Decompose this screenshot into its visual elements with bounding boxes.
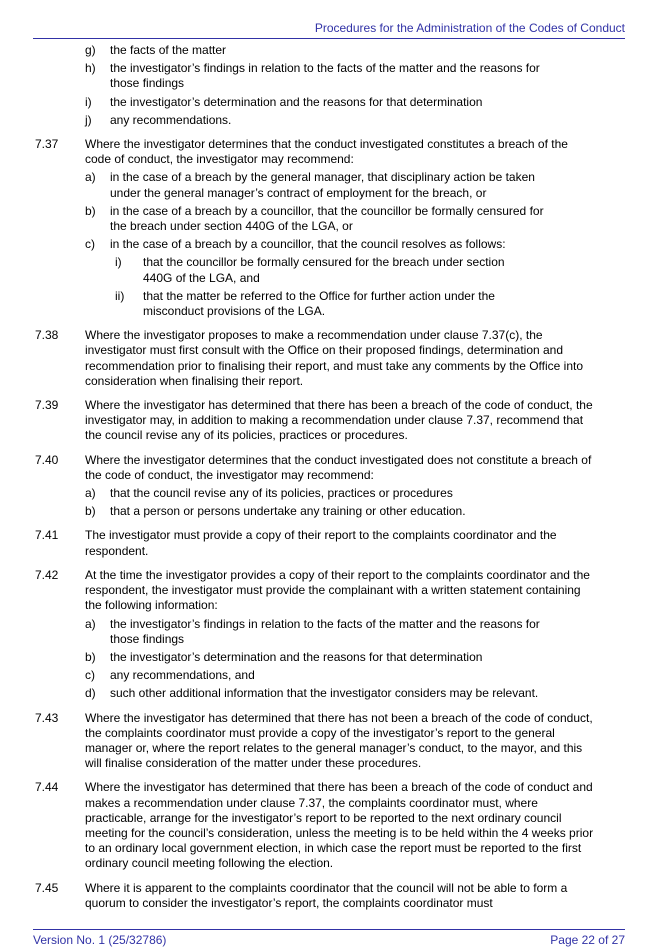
clause-text: Where the investigator has determined that there has been a breach of the code of conduct, the investigator may, in addition to making a recommendation under clause 7.37, recommend that the council revise any of its policies, practices or procedures. bbox=[85, 398, 593, 443]
page-header bbox=[33, 21, 625, 39]
list-item-row bbox=[85, 650, 625, 665]
document-body bbox=[35, 40, 625, 911]
clause-number: 7.40 bbox=[35, 452, 59, 467]
list-item-text: the investigator’s determination and the reasons for that determination bbox=[110, 649, 483, 664]
clause-row bbox=[35, 453, 625, 483]
clause-number: 7.45 bbox=[35, 880, 59, 895]
clause-row bbox=[35, 881, 625, 911]
list-item-row bbox=[85, 617, 625, 647]
list-marker: g) bbox=[85, 43, 96, 57]
clause-number: 7.44 bbox=[35, 780, 59, 795]
footer-version-label: Version No. 1 (25/32786) bbox=[33, 933, 167, 947]
list-marker: a) bbox=[85, 170, 96, 185]
list-item-text: any recommendations. bbox=[110, 112, 232, 127]
list-item-row bbox=[115, 289, 625, 319]
clause-number: 7.39 bbox=[35, 398, 59, 413]
header-title: Procedures for the Administration of the Codes of Conduct bbox=[314, 21, 625, 35]
list-marker: i) bbox=[85, 94, 92, 109]
page-footer bbox=[33, 929, 625, 947]
clause-text: At the time the investigator provides a copy of their report to the complaints coordinator and the respondent, the investigator must provide the complainant with a written statement containing the following information: bbox=[85, 567, 590, 613]
list-item-row bbox=[85, 237, 625, 252]
list-item-row bbox=[85, 113, 625, 128]
list-marker: c) bbox=[85, 237, 95, 252]
clause-number: 7.41 bbox=[35, 528, 59, 543]
list-item-row bbox=[115, 255, 625, 285]
list-item-text: such other additional information that the investigator considers may be relevant. bbox=[110, 686, 539, 701]
list-item-text: the investigator’s findings in relation to the facts of the matter and the reasons for those findings bbox=[110, 616, 540, 646]
clause-row bbox=[35, 711, 625, 772]
clause-row bbox=[35, 568, 625, 614]
list-item-row bbox=[85, 170, 625, 200]
list-item-text: in the case of a breach by a councillor, that the councillor be formally censured for the breach under section 440G of the LGA, or bbox=[110, 203, 544, 234]
clause-text: The investigator must provide a copy of their report to the complaints coordinator and the respondent. bbox=[85, 528, 557, 558]
list-item-row bbox=[85, 95, 625, 110]
list-item-row bbox=[85, 43, 625, 58]
clause-number: 7.42 bbox=[35, 567, 59, 582]
clause-number: 7.43 bbox=[35, 710, 59, 725]
list-marker: d) bbox=[85, 686, 96, 701]
list-item-text: the investigator’s determination and the reasons for that determination bbox=[110, 94, 483, 109]
list-marker: j) bbox=[85, 112, 92, 127]
clause-text: Where the investigator determines that the conduct investigated constitutes a breach of the code of conduct, the investigator may recommend: bbox=[85, 137, 568, 167]
list-marker: h) bbox=[85, 61, 96, 76]
list-item-row bbox=[85, 61, 625, 91]
list-item-text: in the case of a breach by the general manager, that disciplinary action be taken under the general manager’s contract of employment for the breach, or bbox=[110, 170, 535, 200]
list-item-text: the facts of the matter bbox=[110, 43, 227, 57]
clause-row bbox=[35, 137, 625, 167]
clause-text: Where it is apparent to the complaints coordinator that the council will not be able to form a quorum to consider the investigator’s report, the complaints coordinator must bbox=[85, 880, 568, 910]
list-marker: b) bbox=[85, 504, 96, 519]
list-item-text: in the case of a breach by a councillor, that the council resolves as follows: bbox=[110, 237, 506, 252]
list-marker: ii) bbox=[115, 288, 125, 303]
clause-row bbox=[35, 528, 625, 558]
clause-row bbox=[35, 398, 625, 444]
clause-row bbox=[35, 328, 625, 389]
list-marker: c) bbox=[85, 668, 95, 683]
clause-text: Where the investigator has determined that there has been a breach of the code of conduct and makes a recommendation under clause 7.37, the complaints coordinator must, where practicable, arrange for the investigator’s report to be reported to the next ordinary council meeting for the council’s consideration, unless the meeting is to be held within the 4 weeks prior to an ordinary local government election, in which case the report must be reported to the first ordinary council meeting following the election. bbox=[85, 780, 594, 871]
list-item-row bbox=[85, 486, 625, 501]
list-marker: a) bbox=[85, 486, 96, 501]
list-item-text: the investigator’s findings in relation to the facts of the matter and the reasons for those findings bbox=[110, 61, 540, 91]
list-marker: b) bbox=[85, 203, 96, 218]
list-item-row bbox=[85, 668, 625, 683]
list-item-text: any recommendations, and bbox=[110, 668, 255, 683]
clause-row bbox=[35, 780, 625, 871]
list-item-text: that a person or persons undertake any training or other education. bbox=[110, 504, 466, 519]
list-marker: i) bbox=[115, 255, 122, 270]
list-marker: a) bbox=[85, 616, 96, 631]
clause-text: Where the investigator determines that the conduct investigated does not constitute a breach of the code of conduct, the investigator may recommend: bbox=[85, 452, 592, 482]
list-item-text: that the matter be referred to the Office for further action under the misconduct provisions of the LGA. bbox=[143, 288, 495, 319]
list-item-row bbox=[85, 686, 625, 701]
list-item-text: that the council revise any of its policies, practices or procedures bbox=[110, 486, 453, 501]
clause-text: Where the investigator proposes to make a recommendation under clause 7.37(c), the investigator must first consult with the Office on their proposed findings, determination and recommendation prior to finalising their report, and must take any comments by the Office into consideration when finalising their report. bbox=[85, 328, 584, 388]
clause-text: Where the investigator has determined that there has not been a breach of the code of conduct, the complaints coordinator must provide a copy of the investigator’s report to the general manager or, where the report relates to the general manager’s conduct, to the mayor, and this will finalise consideration of the matter under these procedures. bbox=[85, 710, 593, 771]
list-marker: b) bbox=[85, 649, 96, 664]
clause-number: 7.38 bbox=[35, 328, 59, 343]
clause-number: 7.37 bbox=[35, 137, 59, 152]
list-item-row bbox=[85, 504, 625, 519]
footer-page-number: Page 22 of 27 bbox=[550, 933, 625, 947]
list-item-text: that the councillor be formally censured for the breach under section 440G of the LGA, and bbox=[143, 255, 505, 285]
list-item-row bbox=[85, 204, 625, 234]
